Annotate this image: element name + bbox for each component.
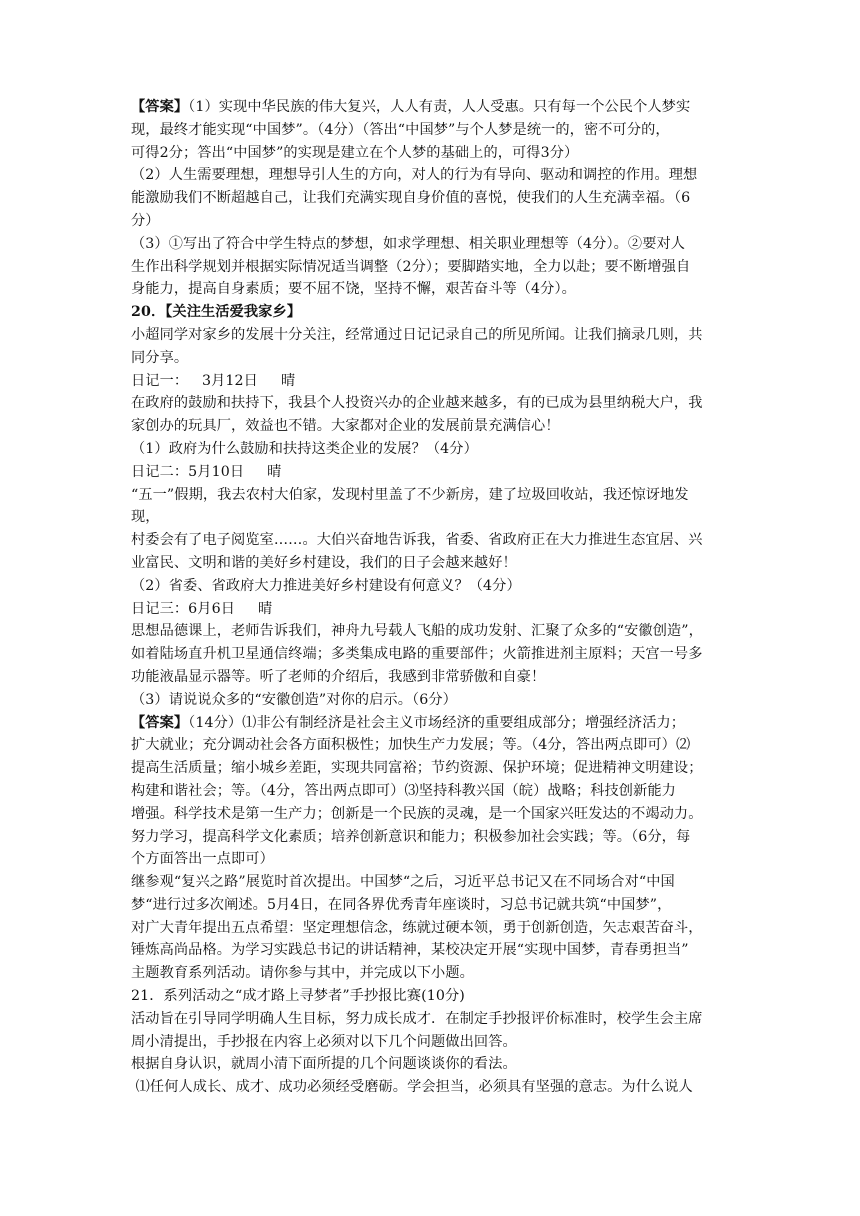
- text-line: 个方面答出一点即可）: [131, 851, 274, 868]
- text-line: [131, 712, 743, 735]
- text-line: （2）省委、省政府大力推进美好乡村建设有何意义？（4分）: [131, 577, 521, 594]
- text-line: 分）: [131, 212, 160, 229]
- text-line: 身能力，提高自身素质；要不屈不饶，坚持不懈，艰苦奋斗等（4分）。: [131, 281, 576, 298]
- text-line: 扩大就业；充分调动社会各方面积极性；加快生产力发展；等。（4分，答出两点即可）⑵: [131, 737, 691, 754]
- text-line: 在政府的鼓励和扶持下，我县个人投资兴办的企业越来越多，有的已成为县里纳税大户，我: [131, 395, 703, 412]
- text-line: [131, 96, 743, 119]
- text-line: 可得2分；答出“中国梦”的实现是建立在个人梦的基础上的，可得3分）: [131, 144, 579, 161]
- text-line: [131, 301, 743, 324]
- line-text: （1）实现中华民族的伟大复兴，人人有责，人人受惠。只有每一个公民个人梦实: [188, 99, 691, 115]
- text-line: （2）人生需要理想，理想导引人生的方向，对人的行为有导向、驱动和调控的作用。理想: [131, 167, 698, 184]
- text-line: “五一”假期，我去农村大伯家，发现村里盖了不少新房，建了垃圾回收站，我还惊讶地发: [131, 486, 689, 503]
- text-line: 现，: [131, 509, 160, 526]
- text-line: 业富民、文明和谐的美好乡村建设，我们的日子会越来越好！: [131, 554, 517, 571]
- text-line: 日记二：5月10日 晴: [131, 463, 282, 480]
- text-line: 如着陆场直升机卫星通信终端；多类集成电路的重要部件；火箭推进剂主原料；天宫一号多: [131, 646, 703, 663]
- text-line: （3）请说说众多的“安徽创造”对你的启示。（6分）: [131, 691, 457, 708]
- text-line: 21．系列活动之“成才路上寻梦者”手抄报比赛(10分): [131, 988, 465, 1005]
- text-line: （3）①写出了符合中学生特点的梦想，如求学理想、相关职业理想等（4分）。②要对人: [131, 235, 686, 252]
- text-line: 梦“进行过多次阐述。5月4日，在同各界优秀青年座谈时，习总书记就共筑“中国梦”，: [131, 896, 672, 913]
- text-line: 家创办的玩具厂，效益也不错。大家都对企业的发展前景充满信心！: [131, 418, 560, 435]
- text-line: 增强。科学技术是第一生产力；创新是一个民族的灵魂，是一个国家兴旺发达的不竭动力。: [131, 805, 703, 822]
- text-line: 思想品德课上，老师告诉我们，神舟九号载人飞船的成功发射、汇聚了众多的“安徽创造”，: [131, 623, 703, 640]
- text-line: 活动旨在引导同学明确人生目标，努力成长成才．在制定手抄报评价标准时，校学生会主席: [131, 1010, 703, 1027]
- text-line: 努力学习，提高科学文化素质；培养创新意识和能力；积极参加社会实践；等。（6分，每: [131, 828, 691, 845]
- text-line: 生作出科学规划并根据实际情况适当调整（2分）；要脚踏实地，全力以赴；要不断增强自: [131, 258, 691, 275]
- text-line: ⑴任何人成长、成才、成功必须经受磨砺。学会担当，必须具有坚强的意志。为什么说人: [131, 1079, 693, 1096]
- text-line: 提高生活质量；缩小城乡差距，实现共同富裕；节约资源、保护环境；促进精神文明建设；: [131, 760, 703, 777]
- text-line: 日记一： 3月12日 晴: [131, 372, 296, 389]
- text-line: 能激励我们不断超越自己，让我们充满实现自身价值的喜悦，使我们的人生充满幸福。（6: [131, 190, 691, 207]
- text-line: （1）政府为什么鼓励和扶持这类企业的发展？（4分）: [131, 440, 478, 457]
- text-line: 根据自身认识，就周小清下面所提的几个问题谈谈你的看法。: [131, 1056, 517, 1073]
- text-line: 小超同学对家乡的发展十分关注，经常通过日记记录自己的所见所闻。让我们摘录几则，共: [131, 326, 703, 343]
- text-line: 周小清提出，手抄报在内容上必须对以下几个问题做出回答。: [131, 1033, 517, 1050]
- text-line: 锤炼高尚品格。为学习实践总书记的讲话精神，某校决定开展“实现中国梦，青春勇担当”: [131, 942, 689, 959]
- text-line: 对广大青年提出五点希望：坚定理想信念，练就过硬本领，勇于创新创造，矢志艰苦奋斗，: [131, 919, 703, 936]
- text-line: 构建和谐社会；等。（4分，答出两点即可）⑶坚持科教兴国（皖）战略；科技创新能力: [131, 782, 676, 799]
- text-line: 同分享。: [131, 349, 189, 366]
- bold-label: 20．【关注生活爱我家乡】: [131, 304, 302, 321]
- text-line: 功能液晶显示器等。听了老师的介绍后，我感到非常骄傲和自豪！: [131, 668, 546, 685]
- text-line: 现，最终才能实现“中国梦”。（4分）（答出“中国梦”与个人梦是统一的，密不可分的，: [131, 121, 670, 138]
- text-line: 继参观“复兴之路”展览时首次提出。中国梦“之后，习近平总书记又在不同场合对“中国: [131, 874, 675, 891]
- line-text: （14分）⑴非公有制经济是社会主义市场经济的重要组成部分；增强经济活力；: [188, 714, 686, 731]
- bold-label: 【答案】: [131, 99, 189, 115]
- text-line: 村委会有了电子阅览室……。大伯兴奋地告诉我，省委、省政府正在大力推进生态宜居、兴: [131, 532, 703, 549]
- text-line: 日记三：6月6日 晴: [131, 600, 273, 617]
- text-line: 主题教育系列活动。请你参与其中，并完成以下小题。: [131, 965, 474, 982]
- document-page: [131, 96, 743, 1099]
- bold-label: 【答案】: [131, 714, 189, 731]
